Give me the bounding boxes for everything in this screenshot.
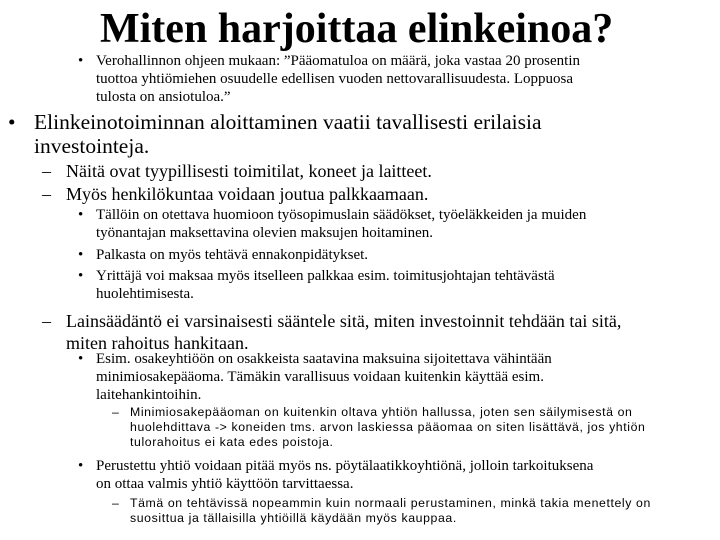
- bullet-marker: •: [78, 207, 84, 223]
- sub-2-item-3-line-1: Yrittäjä voi maksaa myös itselleen palkkaa esim. toimitusjohtajan tehtävästä: [96, 268, 555, 284]
- intro-line-1: Verohallinnon ohjeen mukaan: ”Pääomatuloa on määrä, joka vastaa 20 prosentin: [96, 53, 581, 69]
- sub-3-item-1-line-1: Esim. osakeyhtiöön on osakkeista saatavina maksuina sijoitettava vähintään: [96, 351, 552, 367]
- bullet-marker: •: [78, 268, 84, 284]
- sub-item-2-text: Myös henkilökuntaa voidaan joutua palkkaamaan.: [66, 184, 429, 204]
- note-1-line-1: Minimiosakepääoman on kuitenkin oltava yhtiön hallussa, joten sen säilymisestä on: [130, 405, 633, 419]
- main-line-1: Elinkeinotoiminnan aloittaminen vaatii tavallisesti erilaisia: [34, 110, 542, 134]
- note-1-line-2: huolehdittava -> koneiden tms. arvon laskiessa pääomaa on siten lisättävä, jos yhtiön: [130, 420, 646, 434]
- dash-marker: –: [112, 496, 120, 510]
- bullet-marker: •: [78, 458, 84, 474]
- dash-marker: –: [112, 405, 120, 419]
- slide-title: Miten harjoittaa elinkeinoa?: [100, 6, 614, 52]
- bullet-marker: •: [78, 247, 84, 263]
- sub-2-item-3-line-2: huolehtimisesta.: [96, 286, 194, 302]
- dash-marker: –: [42, 311, 51, 331]
- main-line-2: investointeja.: [34, 134, 150, 158]
- dash-marker: –: [42, 184, 51, 204]
- sub-3-item-2-line-1: Perustettu yhtiö voidaan pitää myös ns. pöytälaatikkoyhtiönä, jolloin tarkoituksena: [96, 458, 594, 474]
- sub-2-item-1-line-1: Tällöin on otettava huomioon työsopimuslain säädökset, työeläkkeiden ja muiden: [96, 207, 587, 223]
- sub-2-item-2-line-1: Palkasta on myös tehtävä ennakonpidätykset.: [96, 247, 369, 263]
- intro-line-2: tuottoa yhtiömiehen osuudelle edellisen vuoden nettovarallisuudesta. Loppuosa: [96, 71, 573, 87]
- sub-2-item-1-line-2: työnantajan maksettavina olevien maksujen hoitaminen.: [96, 225, 433, 241]
- note-2-line-1: Tämä on tehtävissä nopeammin kuin normaali perustaminen, minkä takia menettely on: [130, 496, 651, 510]
- sub-3-item-1-line-3: laitehankintoihin.: [96, 387, 202, 403]
- bullet-marker: •: [8, 110, 16, 134]
- bullet-marker: •: [78, 53, 84, 69]
- sub-item-3-line-2: miten rahoitus hankitaan.: [66, 333, 249, 353]
- note-1-line-3: tulorahoitus ei kata edes poistoja.: [130, 435, 334, 449]
- dash-marker: –: [42, 161, 51, 181]
- sub-item-3-line-1: Lainsäädäntö ei varsinaisesti sääntele sitä, miten investoinnit tehdään tai sitä,: [66, 311, 622, 331]
- intro-line-3: tulosta on ansiotuloa.”: [96, 89, 231, 105]
- note-2-line-2: suosittua ja tällaisilla yhtiöillä käydään myös kauppaa.: [130, 511, 457, 525]
- sub-3-item-2-line-2: on ottaa valmis yhtiö käyttöön tarvittaessa.: [96, 476, 354, 492]
- sub-item-1-text: Näitä ovat tyypillisesti toimitilat, koneet ja laitteet.: [66, 161, 432, 181]
- bullet-marker: •: [78, 351, 84, 367]
- sub-3-item-1-line-2: minimiosakepääoma. Tämäkin varallisuus voidaan kuitenkin käyttää esim.: [96, 369, 544, 385]
